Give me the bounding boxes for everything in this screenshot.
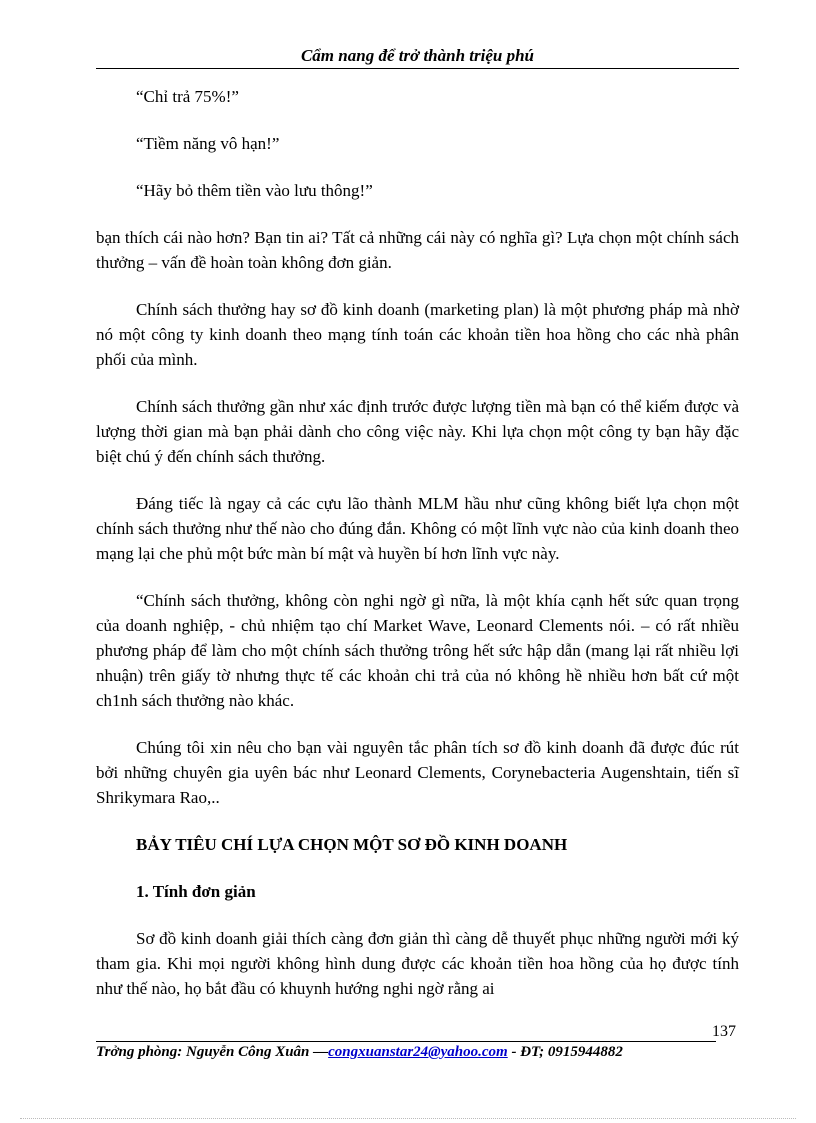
paragraph-6: Chúng tôi xin nêu cho bạn vài nguyên tắc phân tích sơ đồ kinh doanh đã được đúc rút bởi những chuyên gia uyên bác như Leonard Clements, Corynebacteria Augenshtain, tiến sĩ Shrikymara Rao,.. — [96, 738, 739, 807]
page-header-title: Cẩm nang để trở thành triệu phú — [300, 46, 535, 65]
footer-divider — [96, 1041, 716, 1042]
paragraph-3: Chính sách thưởng gần như xác định trước được lượng tiền mà bạn có thể kiếm được và lượng thời gian mà bạn phải dành cho công việc này. Khi lựa chọn một công ty bạn hãy đặc biệt chú ý đến chính sách thưởng. — [96, 397, 739, 466]
quote-2: “Tiềm năng vô hạn!” — [136, 134, 280, 153]
footer-author: Trởng phòng: Nguyễn Công Xuân — — [96, 1044, 329, 1060]
footer-email-link[interactable]: congxuanstar24@yahoo.com — [328, 1044, 508, 1060]
section-heading: BẢY TIÊU CHÍ LỰA CHỌN MỘT SƠ ĐỒ KINH DOANH — [136, 835, 568, 854]
page-number: 137 — [712, 1023, 736, 1040]
paragraph-7: Sơ đồ kinh doanh giải thích càng đơn giản thì càng dễ thuyết phục những người mới ký tham gia. Khi mọi người không hình dung được các khoản tiền hoa hồng của họ được tính như thế nào, họ bắt đầu có khuynh hướng nghi ngờ rằng ai — [96, 929, 739, 998]
quote-3: “Hãy bỏ thêm tiền vào lưu thông!” — [136, 181, 373, 200]
footer-phone: - ĐT; 0915944882 — [507, 1044, 623, 1060]
page-footer — [96, 1044, 623, 1061]
page-content — [96, 84, 739, 1001]
paragraph-2: Chính sách thưởng hay sơ đồ kinh doanh (marketing plan) là một phương pháp mà nhờ nó một công ty kinh doanh theo mạng tính toán các khoản tiền hoa hồng cho các nhà phân phối của mình. — [96, 300, 739, 369]
header-divider — [96, 68, 739, 69]
subsection-heading: 1. Tính đơn giản — [136, 882, 256, 901]
page-bottom-border — [20, 1118, 796, 1119]
paragraph-5: “Chính sách thưởng, không còn nghi ngờ gì nữa, là một khía cạnh hết sức quan trọng của doanh nghiệp, - chủ nhiệm tạo chí Market Wave, Leonard Clements nói. – có rất nhiều phương pháp để làm cho một chính sách thưởng trông hết sức hập dẫn (mang lại rất nhiều lợi nhuận) trên giấy tờ nhưng thực tế các khoản chi trả của nó không hề nhiều hơn bất cứ một ch1nh sách thưởng nào khác. — [96, 591, 739, 710]
paragraph-4: Đáng tiếc là ngay cả các cựu lão thành MLM hầu như cũng không biết lựa chọn một chính sách thưởng như thế nào cho đúng đắn. Không có một lĩnh vực nào của kinh doanh theo mạng lại che phủ một bức màn bí mật và huyền bí hơn lĩnh vực này. — [96, 494, 739, 563]
quote-1: “Chỉ trả 75%!” — [136, 87, 239, 106]
paragraph-1: bạn thích cái nào hơn? Bạn tin ai? Tất cả những cái này có nghĩa gì? Lựa chọn một chính sách thưởng – vấn đề hoàn toàn không đơn giản. — [96, 228, 739, 272]
